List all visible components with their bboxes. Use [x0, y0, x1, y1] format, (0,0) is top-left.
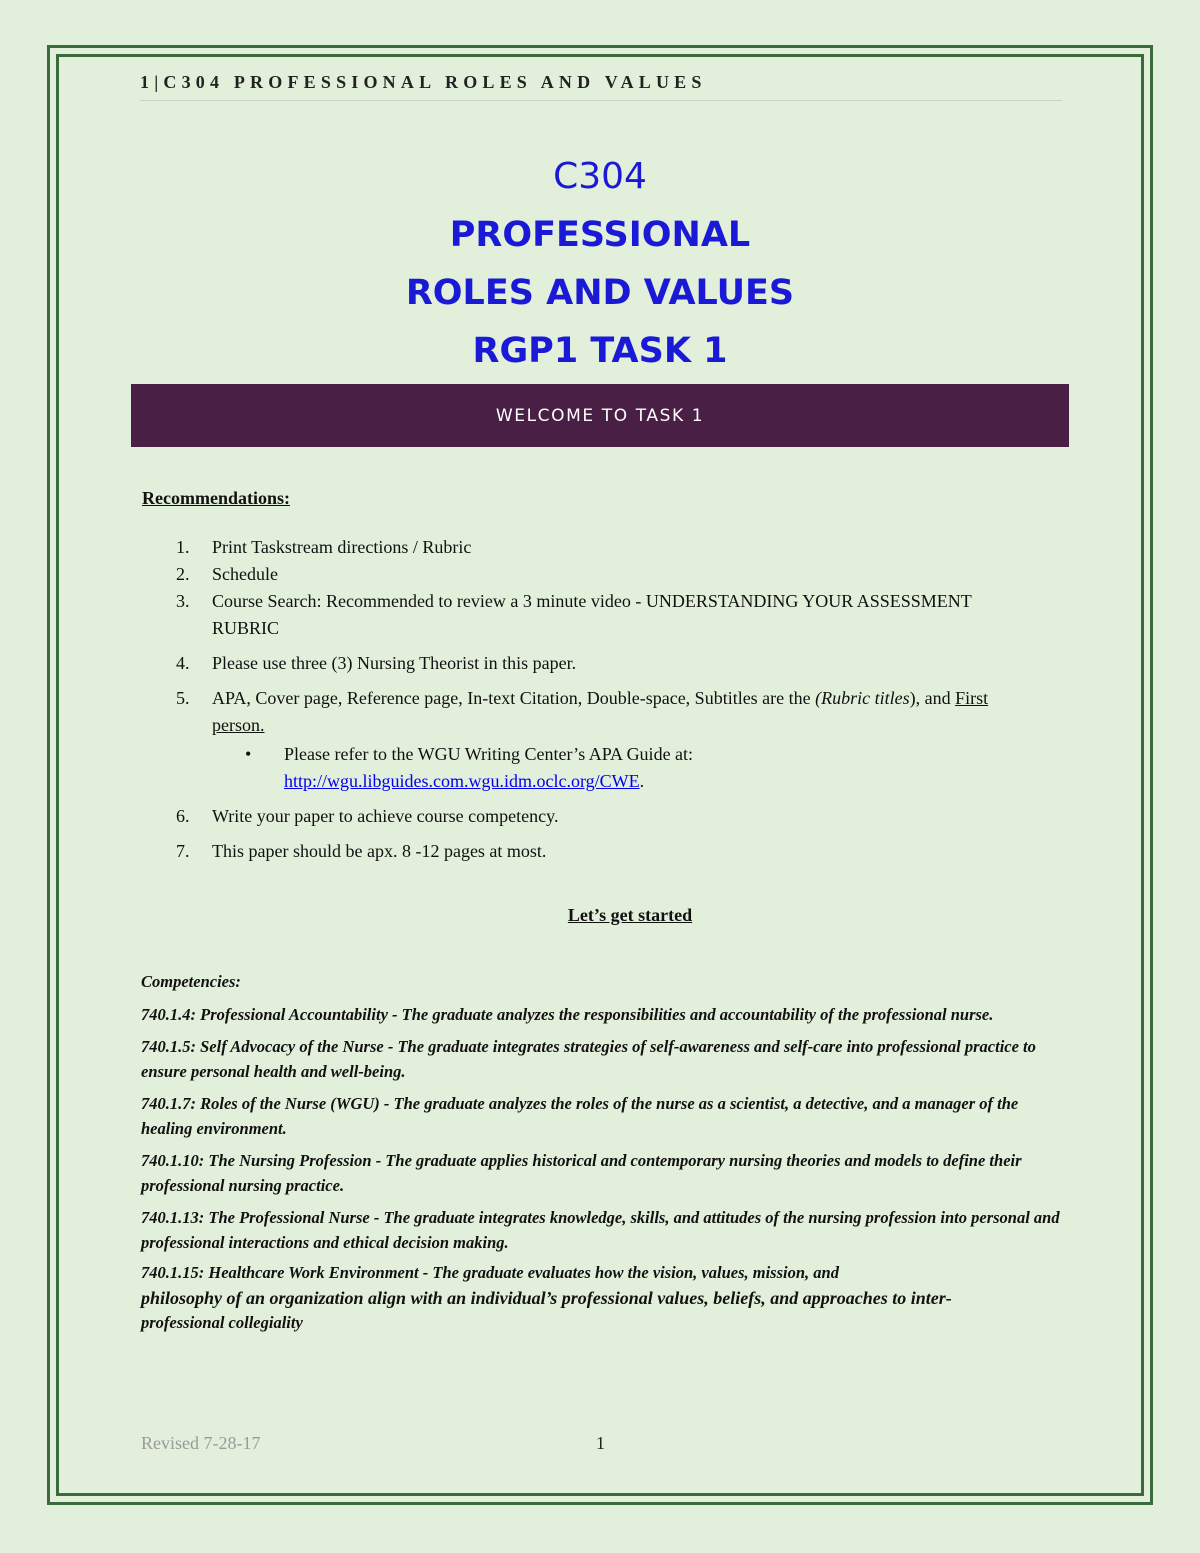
list-text: Print Taskstream directions / Rubric	[212, 537, 472, 557]
title-block	[130, 148, 1070, 380]
list-number: 4.	[176, 653, 190, 673]
competency-last-part-c: professional collegiality	[141, 1313, 303, 1332]
list-number: 2.	[176, 564, 190, 584]
title-line-task: RGP1 TASK 1	[472, 331, 728, 371]
list-number: 7.	[176, 841, 190, 861]
page-number: 1	[596, 1433, 605, 1453]
list-text: ), and	[909, 688, 956, 708]
competency-item: 740.1.4: Professional Accountability - The graduate analyzes the responsibilities and accountability of the professional nurse.	[141, 1004, 994, 1024]
list-item	[140, 803, 1040, 830]
list-item	[140, 685, 1040, 739]
competency-item: 740.1.10: The Nursing Profession - The graduate applies historical and contemporary nursing theories and models to define their professional nursing practice.	[141, 1151, 1022, 1195]
apa-guide-link[interactable]: http://wgu.libguides.com.wgu.idm.oclc.org/CWE	[284, 771, 640, 791]
list-text: APA, Cover page, Reference page, In-text Citation, Double-space, Subtitles are the	[212, 688, 816, 708]
sub-bullet-trail: .	[639, 771, 645, 791]
sub-bullet-text: Please refer to the WGU Writing Center’s APA Guide at:	[284, 744, 694, 764]
title-line-roles-values: ROLES AND VALUES	[405, 273, 795, 313]
sub-bullet-item	[140, 741, 1040, 795]
list-number: 6.	[176, 806, 190, 826]
welcome-banner	[131, 384, 1069, 447]
revised-date: Revised 7-28-17	[141, 1433, 261, 1453]
competency-item: 740.1.7: Roles of the Nurse (WGU) - The graduate analyzes the roles of the nurse as a scientist, a detective, and a manager of the healing environment.	[141, 1094, 1019, 1138]
list-number: 1.	[176, 537, 190, 557]
competency-item-last	[141, 1261, 1061, 1336]
recommendations-list	[140, 534, 1040, 865]
list-text-italic: (Rubric titles	[815, 688, 910, 708]
title-line-professional: PROFESSIONAL	[449, 215, 751, 255]
list-item	[140, 838, 1040, 865]
list-item	[140, 588, 1040, 642]
list-text: Write your paper to achieve course competency.	[212, 806, 559, 826]
list-number: 3.	[176, 591, 190, 611]
list-item	[140, 561, 1040, 588]
welcome-banner-text: WELCOME TO TASK 1	[495, 405, 705, 426]
competency-last-part-a: 740.1.15: Healthcare Work Environment - The graduate evaluates how the vision, values, mission, and	[141, 1263, 839, 1282]
competency-last-part-b: philosophy of an organization align with an individual’s professional values, beliefs, and approaches to inter-	[141, 1287, 952, 1308]
competency-item: 740.1.13: The Professional Nurse - The graduate integrates knowledge, skills, and attitudes of the nursing profession into personal and professional interactions and ethical decision making.	[141, 1208, 1060, 1252]
list-item	[140, 534, 1040, 561]
list-text-underlined: First person.	[212, 688, 989, 735]
recommendations-heading: Recommendations:	[142, 488, 290, 508]
competencies-section	[141, 970, 1061, 1344]
competencies-heading: Competencies:	[141, 972, 241, 991]
list-text: This paper should be apx. 8 -12 pages at most.	[212, 841, 547, 861]
competency-item: 740.1.5: Self Advocacy of the Nurse - The graduate integrates strategies of self-awareness and self-care into professional practice to ensure personal health and well-being.	[141, 1037, 1036, 1081]
list-number: 5.	[176, 688, 190, 708]
running-header: 1|C304 PROFESSIONAL ROLES AND VALUES	[140, 72, 1062, 101]
list-item	[140, 650, 1040, 677]
bullet-icon: •	[245, 744, 252, 764]
lets-get-started-heading: Let’s get started	[567, 905, 693, 925]
list-text: Schedule	[212, 564, 278, 584]
list-text: Please use three (3) Nursing Theorist in this paper.	[212, 653, 577, 673]
title-course-code: C304	[553, 156, 647, 197]
list-text: Course Search: Recommended to review a 3 minute video - UNDERSTANDING YOUR ASSESSMENT RUBRIC	[212, 591, 972, 638]
